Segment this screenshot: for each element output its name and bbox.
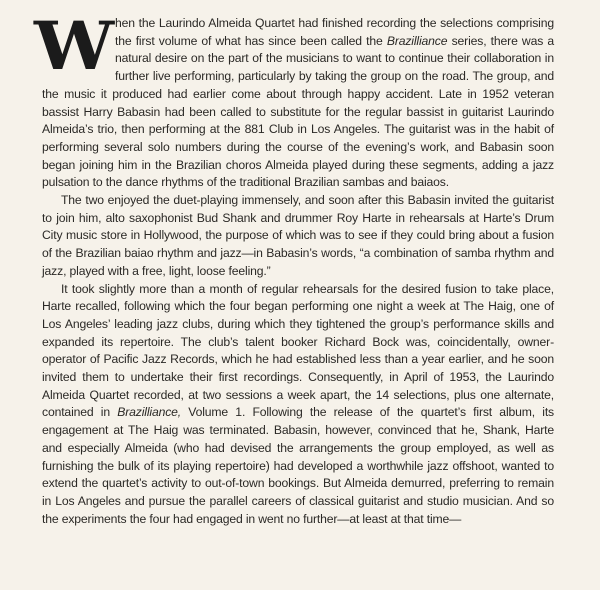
- paragraph-2: [42, 192, 554, 281]
- paragraph-3: [42, 281, 554, 529]
- album-title-italic: Brazilliance,: [117, 405, 182, 420]
- liner-notes-text: [34, 7, 555, 528]
- paragraph-1-part-1: hen the Laurindo Almeida Quartet had finished recording the selections comprising the first volume of what has since been called the: [114, 16, 554, 48]
- paragraph-2-text: The two enjoyed the duet-playing immensely, and soon after this Babasin invited the guitarist to join him, alto saxophonist Bud Shank and drummer Roy Harte in rehearsals at Harte’s Drum City music store in Hollywood, the purpose of which was to see if they could bring about a fusion of the Brazilian baiao rhythm and jazz—in Babasin’s words, “a combination of samba rhythm and jazz, played with a free, light, loose feeling.”: [42, 193, 554, 278]
- paragraph-1: [34, 7, 554, 192]
- drop-cap-letter: W: [34, 7, 114, 85]
- series-title-italic: Brazilliance: [386, 33, 448, 48]
- paragraph-3-part-2: Volume 1. Following the release of the quartet’s first album, its engagement at The Haig was terminated. Babasin, however, convinced that he, Shank, Harte and especially Almeida (who had devised the arrangements the group employed, as well as furnishing the bulk of its playing repertoire) had developed a worthwhile jazz offshoot, wanted to extend the quartet’s activity to out-of-town bookings. But Almeida demurred, preferring to remain in Los Angeles and pursue the parallel careers of classical guitarist and studio musician. And so the experiments the four had engaged in went no further—at least at that time—: [42, 405, 555, 526]
- paragraph-3-part-1: It took slightly more than a month of regular rehearsals for the desired fusion to take place, Harte recalled, following which the four began performing one night a week at The Haig, one of Los Angeles’ leading jazz clubs, during which they tightened the group’s performance skills and expanded its repertoire. The club’s talent booker Richard Bock was, coincidentally, owner-operator of Pacific Jazz Records, which he had established less than a year earlier, and he soon invited them to undertake their first recordings. Consequently, in April of 1953, the Laurindo Almeida Quartet recorded, at two sessions a week apart, the 14 selections, plus one alternate, contained in: [42, 281, 554, 420]
- paragraph-1-part-2: series, there was a natural desire on the part of the musicians to want to continue their collaboration in further live performing, particularly by taking the group on the road. The group, and the music it produced had earlier come about through happy accident. Late in 1952 veteran bassist Harry Babasin had been called to substitute for the regular bassist in guitarist Laurindo Almeida’s trio, then performing at the 881 Club in Los Angeles. The guitarist was in the habit of performing several solo numbers during the course of the evening’s work, and Babasin soon began joining him in the Brazilian choros Almeida played during these segments, adding a jazz pulsation to the dance rhythms of the traditional Brazilian sambas and baiaos.: [42, 33, 554, 190]
